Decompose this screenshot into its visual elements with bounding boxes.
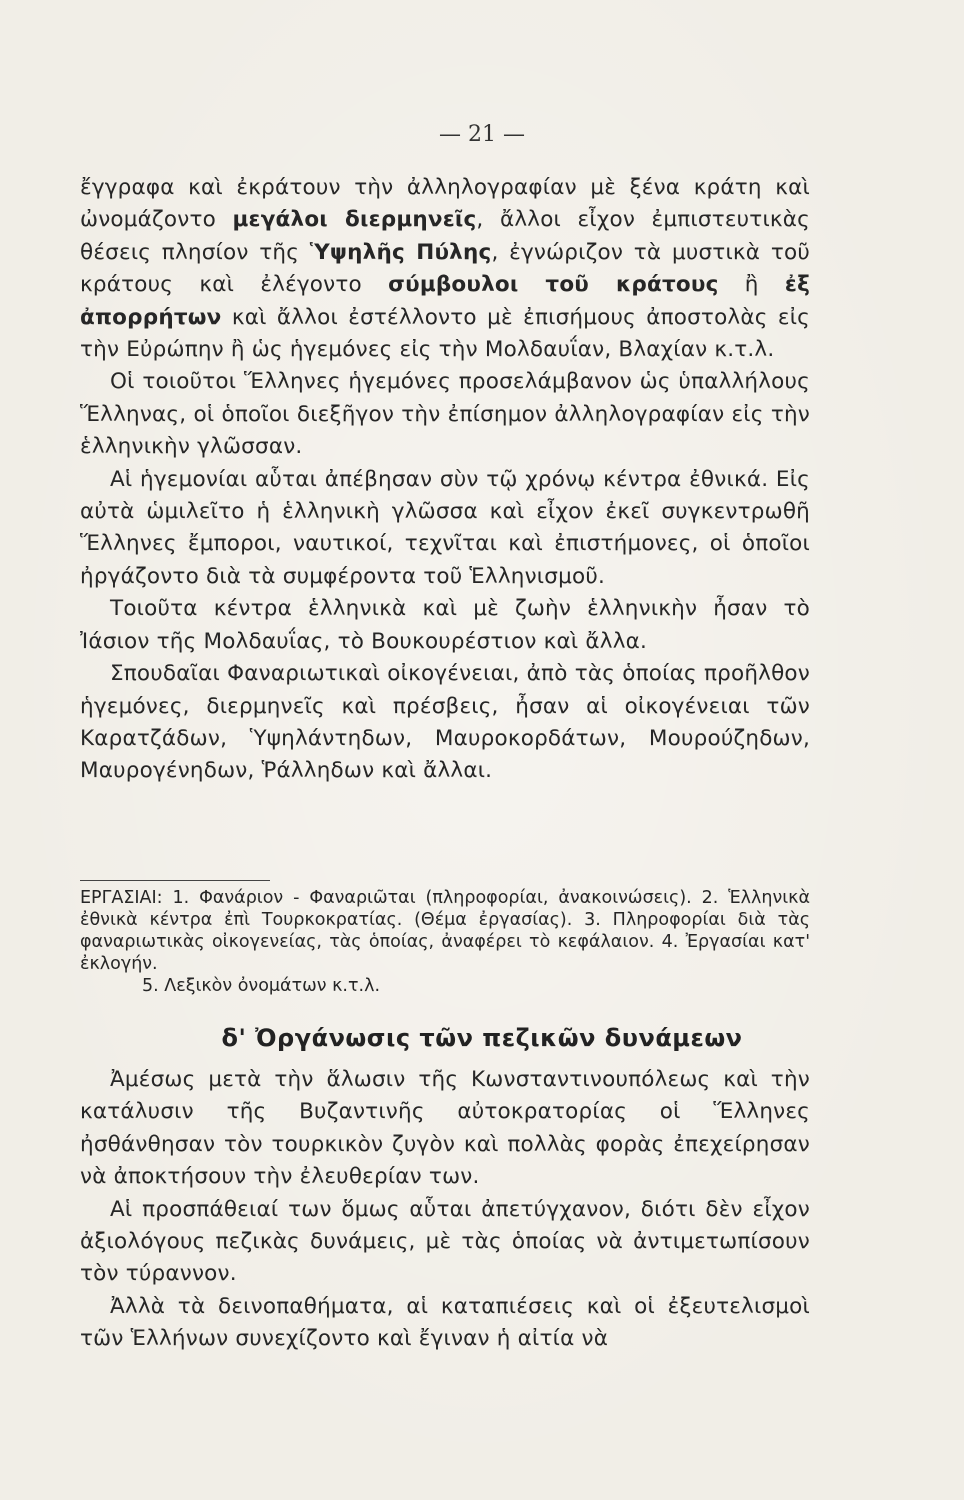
- text-run: ἢ: [718, 272, 785, 298]
- text-run: , ἐγνώριζον τὰ μυστικὰ τοῦ κράτους καὶ ἐλέγοντο: [80, 239, 810, 298]
- works-text-continued: 5. Λεξικὸν ὀνομάτων κ.τ.λ.: [142, 976, 381, 996]
- paragraph-national-centers: Αἱ ἡγεμονίαι αὗται ἀπέβησαν σὺν τῷ χρόνῳ κέντρα ἐθνικά. Εἰς αὐτὰ ὡμιλεῖτο ἡ ἑλληνικὴ γλῶσσα καὶ εἶχον ἐκεῖ συγκεντρωθῆ Ἕλληνες ἔμποροι, ναυτικοί, τεχνῖται καὶ ἐπιστήμονες, οἱ ὁποῖοι ἠργάζοντο διὰ τὰ συμφέροντα τοῦ Ἑλληνισμοῦ.: [80, 466, 810, 589]
- text-run: καὶ ἄλλοι ἐστέλλοντο μὲ ἐπισήμους ἀποστολὰς εἰς τὴν Εὐρώπην ἢ ὡς ἡγεμόνες εἰς τὴν Μολδαυΐαν, Βλαχίαν κ.τ.λ.: [80, 304, 810, 363]
- text-run: ἔγγραφα καὶ ἐκράτουν τὴν ἀλληλογραφίαν μὲ ξένα κράτη καὶ ὠνομάζοντο: [80, 175, 810, 233]
- works-assignments: [80, 887, 810, 997]
- paragraph-iasi-bucharest: Τοιοῦτα κέντρα ἑλληνικὰ καὶ μὲ ζωὴν ἑλληνικὴν ἦσαν τὸ Ἰάσιον τῆς Μολδαυΐας, τὸ Βουκουρέστιον καὶ ἄλλα.: [80, 596, 810, 654]
- page-number: — 21 —: [439, 122, 525, 147]
- bold-term-interpreters: μεγάλοι διερμηνεῖς: [232, 207, 477, 233]
- paragraph-phanariots-roles: [80, 172, 810, 366]
- main-text-block: [80, 172, 810, 788]
- paragraph-phanariot-families: Σπουδαῖαι Φαναριωτικαὶ οἰκογένειαι, ἀπὸ τὰς ὁποίας προῆλθον ἡγεμόνες, διερμηνεῖς καὶ πρέσβεις, ἦσαν αἱ οἰκογένειαι τῶν Καρατζάδων, Ὑψηλάντηδων, Μαυροκορδάτων, Μουρούζηδων, Μαυρογένηδων, Ῥάλληδων καὶ ἄλλαι.: [80, 661, 810, 784]
- section-text-block: [80, 1064, 810, 1356]
- footnote-divider: [80, 880, 270, 881]
- section-heading: δ' Ὀργάνωσις τῶν πεζικῶν δυνάμεων: [221, 1024, 743, 1052]
- paragraph-sufferings: Ἀλλὰ τὰ δεινοπαθήματα, αἱ καταπιέσεις καὶ οἱ ἐξευτελισμοὶ τῶν Ἑλλήνων συνεχίζοντο καὶ ἔγιναν ἡ αἰτία νὰ: [80, 1293, 810, 1352]
- works-text: ΕΡΓΑΣΙΑΙ: 1. Φανάριον - Φαναριῶται (πληροφορίαι, ἀνακοινώσεις). 2. Ἑλληνικὰ ἐθνικὰ κέντρα ἐπὶ Τουρκοκρατίας. (Θέμα ἐργασίας). 3. Πληροφορίαι διὰ τὰς φαναριωτικὰς οἰκογενείας, τὰς ὁποίας, ἀναφέρει τὸ κεφάλαιον. 4. Ἐργασίαι κατ' ἐκλογήν.: [80, 888, 810, 974]
- paragraph-failed-attempts: Αἱ προσπάθειαί των ὅμως αὗται ἀπετύγχανον, διότι δὲν εἶχον ἀξιολόγους πεζικὰς δυνάμεις, μὲ τὰς ὁποίας νὰ ἀντιμετωπίσουν τὸν τύραννον.: [80, 1196, 810, 1287]
- bold-term-state-advisors: σύμβουλοι τοῦ κράτους: [388, 272, 719, 298]
- bold-term-secret: ἐξ ἀπορρήτων: [80, 272, 810, 330]
- paragraph-greek-princes: Οἱ τοιοῦτοι Ἕλληνες ἡγεμόνες προσελάμβανον ὡς ὑπαλλήλους Ἕλληνας, οἱ ὁποῖοι διεξῆγον τὴν ἐπίσημον ἀλληλογραφίαν εἰς τὴν ἑλληνικὴν γλῶσσαν.: [80, 369, 810, 460]
- bold-term-sublime-porte: Ὑψηλῆς Πύλης: [309, 239, 492, 265]
- text-run: , ἄλλοι εἶχον ἐμπιστευτικὰς θέσεις πλησίον τῆς: [80, 207, 810, 265]
- paragraph-after-fall: Ἀμέσως μετὰ τὴν ἅλωσιν τῆς Κωνσταντινουπόλεως καὶ τὴν κατάλυσιν τῆς Βυζαντινῆς αὐτοκρατορίας οἱ Ἕλληνες ἠσθάνθησαν τὸν τουρκικὸν ζυγὸν καὶ πολλὰς φορὰς ἐπεχείρησαν νὰ ἀποκτήσουν τὴν ἐλευθερίαν των.: [80, 1067, 810, 1190]
